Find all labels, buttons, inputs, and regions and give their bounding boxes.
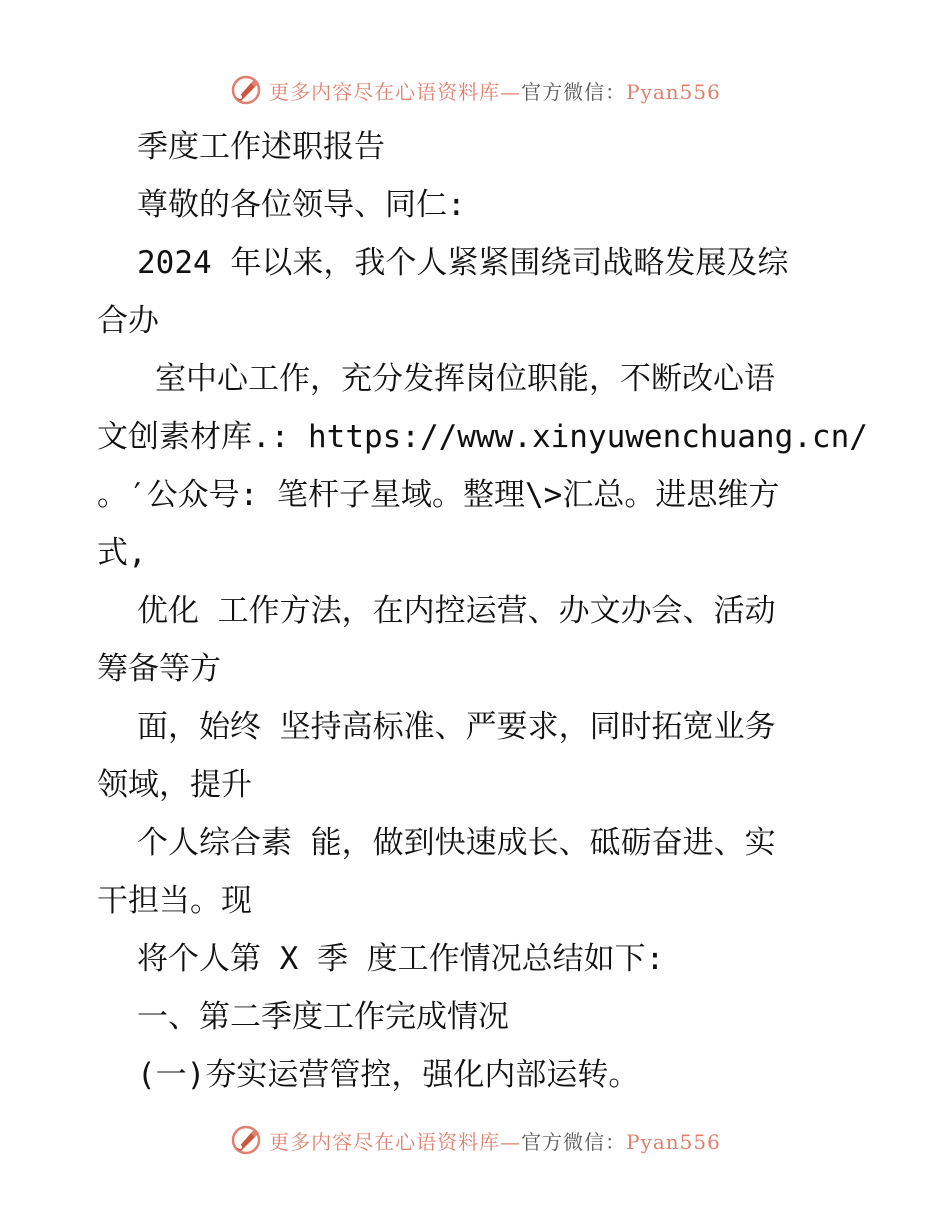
header-watermark-banner xyxy=(0,70,950,110)
watermark-dash: — xyxy=(500,1129,522,1154)
text-line: 合办 xyxy=(97,303,159,339)
text-line: 2024 年以来，我个人紧紧围绕司战略发展及综 xyxy=(137,245,789,281)
text-line: 。′公众号: 笔杆子星域。整理\>汇总。进思维方 xyxy=(97,477,780,513)
text-line: 文创素材库.: https://www.xinyuwenchuang.cn/ xyxy=(97,419,868,455)
text-line: 领域，提升 xyxy=(97,767,252,803)
watermark-title: 更多内容尽在心语资料库 xyxy=(269,1129,501,1154)
pen-nib-logo-icon xyxy=(229,1123,263,1157)
footer-watermark-banner xyxy=(0,1120,950,1160)
text-line: 尊敬的各位领导、同仁: xyxy=(137,187,466,223)
watermark-wechat: Pyan556 xyxy=(626,79,721,104)
text-line: 面，始终 坚持高标准、严要求，同时拓宽业务 xyxy=(137,709,776,745)
watermark-dash: — xyxy=(500,79,522,104)
text-line: 将个人第 X 季 度工作情况总结如下: xyxy=(137,941,665,977)
text-line: 一、第二季度工作完成情况 xyxy=(137,999,509,1035)
text-line: 个人综合素 能，做到快速成长、砥砺奋进、实 xyxy=(137,825,776,861)
watermark-text xyxy=(269,76,721,105)
text-line: 优化 工作方法，在内控运营、办文办会、活动 xyxy=(137,593,776,629)
watermark-wechat: Pyan556 xyxy=(626,1129,721,1154)
watermark-title: 更多内容尽在心语资料库 xyxy=(269,79,501,104)
text-line: 季度工作述职报告 xyxy=(137,129,385,165)
text-line: 室中心工作，充分发挥岗位职能，不断改心语 xyxy=(155,361,775,397)
text-line: 式, xyxy=(97,535,147,571)
watermark-official: 官方微信： xyxy=(521,1129,627,1154)
text-line: (一)夯实运营管控，强化内部运转。 xyxy=(137,1057,640,1093)
document-body xyxy=(97,118,868,1104)
watermark-text xyxy=(269,1126,721,1155)
watermark-official: 官方微信： xyxy=(521,79,627,104)
pen-nib-logo-icon xyxy=(229,73,263,107)
watermark-content xyxy=(229,1123,721,1157)
watermark-content xyxy=(229,73,721,107)
text-line: 干担当。现 xyxy=(97,883,252,919)
text-line: 筹备等方 xyxy=(97,651,221,687)
